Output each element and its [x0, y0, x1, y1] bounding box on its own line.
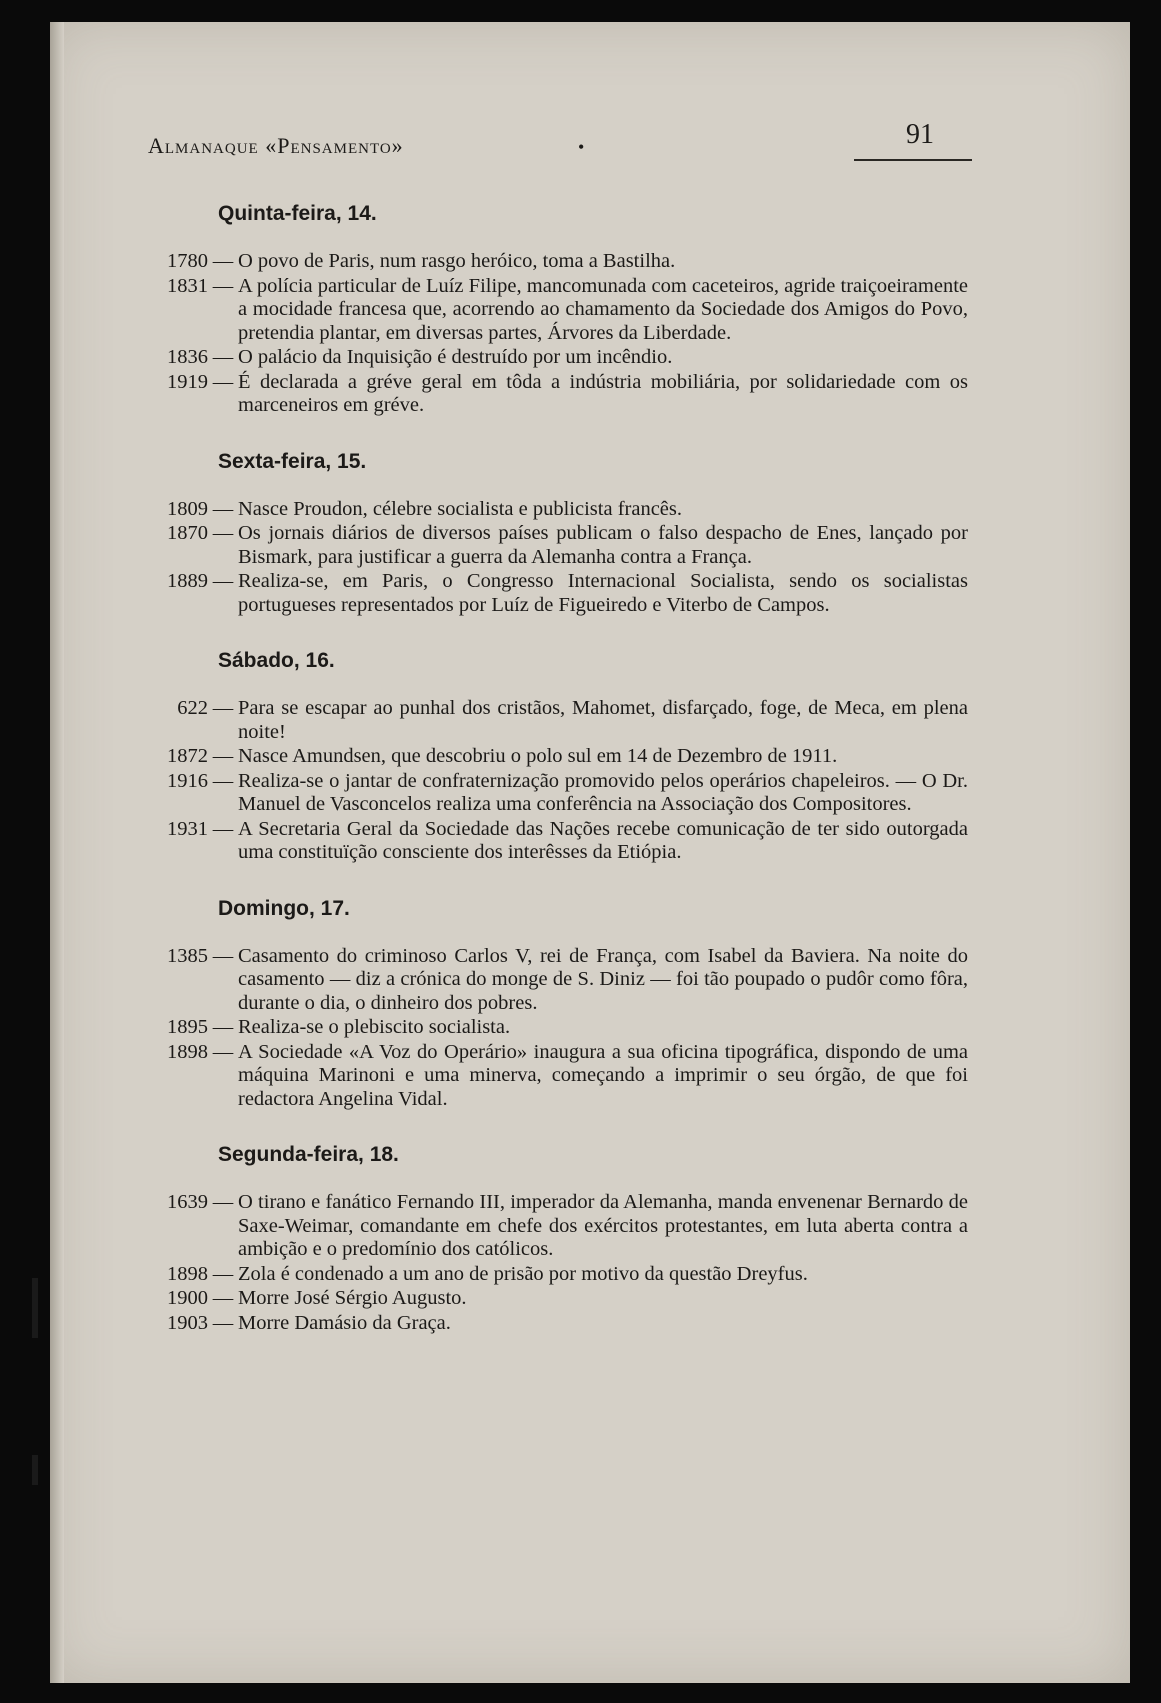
- history-entry: [148, 522, 968, 569]
- entry-text: Os jornais diários de diversos países publicam o falso despacho de Enes, lançado por Bismark, para justificar a guerra da Alemanha contra a França.: [238, 522, 968, 568]
- entry-dash: —: [212, 1287, 234, 1309]
- entry-year: 1780: [167, 250, 208, 272]
- entry-year: 1836: [167, 346, 208, 368]
- calendar-entries: [148, 202, 968, 1336]
- entry-text: Nasce Amundsen, que descobriu o polo sul em 14 de Dezembro de 1911.: [238, 745, 838, 767]
- entry-year: 1898: [167, 1040, 208, 1063]
- header-separator: •: [578, 137, 585, 157]
- binding-mark: [32, 1278, 38, 1338]
- entry-year: 1895: [167, 1016, 208, 1038]
- entry-year: 1809: [167, 497, 208, 520]
- entry-text: A Sociedade «A Voz do Operário» inaugura a sua oficina tipográfica, dispondo de uma máquina Marinoni e uma minerva, começando a imprimir o seu órgão, de que foi redactora Angelina Vidal.: [238, 1040, 968, 1110]
- entry-year: 1903: [167, 1311, 208, 1334]
- entry-year: 1900: [167, 1287, 208, 1309]
- history-entry: [148, 1191, 968, 1262]
- entry-dash: —: [212, 1191, 234, 1213]
- entry-dash: —: [212, 346, 234, 368]
- entry-text: O povo de Paris, num rasgo heróico, toma a Bastilha.: [238, 250, 676, 272]
- page-number-rule: [854, 159, 972, 161]
- history-entry: [148, 697, 968, 744]
- entry-dash: —: [212, 1040, 234, 1063]
- page-number: 91: [906, 119, 934, 150]
- entry-dash: —: [212, 522, 234, 544]
- history-entry: [148, 945, 968, 1016]
- entry-text: A polícia particular de Luíz Filipe, mancomunada com caceteiros, agride traiçoeiramente a mocidade francesa que, acorrendo ao chamamento da Sociedade dos Amigos do Povo, pretendia plantar, em diversas partes, Árvores da Liberdade.: [238, 274, 968, 344]
- entry-dash: —: [212, 745, 234, 767]
- entry-dash: —: [212, 274, 234, 297]
- entry-text: Realiza-se, em Paris, o Congresso Internacional Socialista, sendo os socialistas portugueses representados por Luíz de Figueiredo e Viterbo de Campos.: [238, 570, 968, 616]
- day-heading: Sábado, 16.: [218, 649, 335, 672]
- history-entry: [148, 498, 968, 522]
- entry-dash: —: [212, 769, 234, 792]
- history-entry: [148, 1016, 968, 1040]
- history-entry: [148, 346, 968, 370]
- entry-dash: —: [212, 817, 234, 840]
- entry-text: Nasce Proudon, célebre socialista e publicista francês.: [238, 497, 682, 520]
- history-entry: [148, 570, 968, 617]
- day-heading: Segunda-feira, 18.: [218, 1143, 399, 1166]
- day-heading: Quinta-feira, 14.: [218, 202, 377, 225]
- entry-text: Realiza-se o plebiscito socialista.: [238, 1016, 511, 1038]
- entry-text: O palácio da Inquisição é destruído por um incêndio.: [238, 346, 673, 368]
- entry-dash: —: [212, 697, 234, 719]
- history-entry: [148, 1041, 968, 1112]
- entry-text: Morre José Sérgio Augusto.: [238, 1287, 467, 1309]
- entry-dash: —: [212, 250, 234, 272]
- entry-text: Para se escapar ao punhal dos cristãos, Mahomet, disfarçado, foge, de Meca, em plena noite!: [238, 697, 968, 743]
- almanac-title: Almanaque «Pensamento»: [148, 133, 404, 158]
- history-entry: [148, 1312, 968, 1336]
- history-entry: [148, 818, 968, 865]
- entry-year: 1639: [167, 1191, 208, 1213]
- day-heading: Sexta-feira, 15.: [218, 449, 367, 473]
- entry-text: Morre Damásio da Graça.: [238, 1311, 451, 1334]
- history-entry: [148, 1287, 968, 1311]
- page-gutter: [50, 22, 64, 1683]
- entry-dash: —: [212, 1016, 234, 1038]
- entry-text: Realiza-se o jantar de confraternização promovido pelos operários chapeleiros. — O Dr. Manuel de Vasconcelos realiza uma conferência na Associação dos Compositores.: [238, 769, 968, 815]
- entry-text: Casamento do criminoso Carlos V, rei de França, com Isabel da Baviera. Na noite do casamento — diz a crónica do monge de S. Diniz — foi tão poupado o pudôr como fôra, durante o dia, o dinheiro dos pobres.: [238, 944, 968, 1014]
- entry-text: O tirano e fanático Fernando III, imperador da Alemanha, manda envenenar Bernardo de Saxe-Weimar, comandante em chefe dos exércitos protestantes, em luta aberta contra a ambição e o predomínio dos católicos.: [238, 1191, 968, 1260]
- entry-dash: —: [212, 570, 234, 592]
- entry-text: A Secretaria Geral da Sociedade das Nações recebe comunicação de ter sido outorgada uma constituïção consciente dos interêsses da Etiópia.: [238, 817, 968, 863]
- entry-year: 1870: [167, 522, 208, 544]
- entry-year: 1831: [167, 274, 208, 297]
- entry-year: 1919: [167, 370, 208, 393]
- running-head: [148, 115, 968, 158]
- entry-year: 1898: [167, 1262, 208, 1285]
- day-heading: Domingo, 17.: [218, 896, 350, 920]
- entry-year: 1872: [167, 745, 208, 767]
- entry-text: Zola é condenado a um ano de prisão por motivo da questão Dreyfus.: [238, 1262, 808, 1285]
- entry-year: 1916: [167, 769, 208, 792]
- history-entry: [148, 770, 968, 817]
- entry-dash: —: [212, 1311, 234, 1334]
- history-entry: [148, 275, 968, 346]
- entry-year: 1385: [167, 944, 208, 967]
- entry-dash: —: [212, 944, 234, 967]
- entry-dash: —: [212, 497, 234, 520]
- history-entry: [148, 371, 968, 418]
- binding-mark: [32, 1455, 38, 1485]
- entry-year: 622: [177, 697, 208, 719]
- book-page: [50, 22, 1130, 1683]
- entry-dash: —: [212, 370, 234, 393]
- history-entry: [148, 745, 968, 769]
- entry-dash: —: [212, 1262, 234, 1285]
- entry-year: 1931: [167, 817, 208, 840]
- history-entry: [148, 250, 968, 274]
- entry-year: 1889: [167, 570, 208, 592]
- entry-text: É declarada a gréve geral em tôda a indústria mobiliária, por solidariedade com os marceneiros em gréve.: [238, 370, 968, 416]
- history-entry: [148, 1263, 968, 1287]
